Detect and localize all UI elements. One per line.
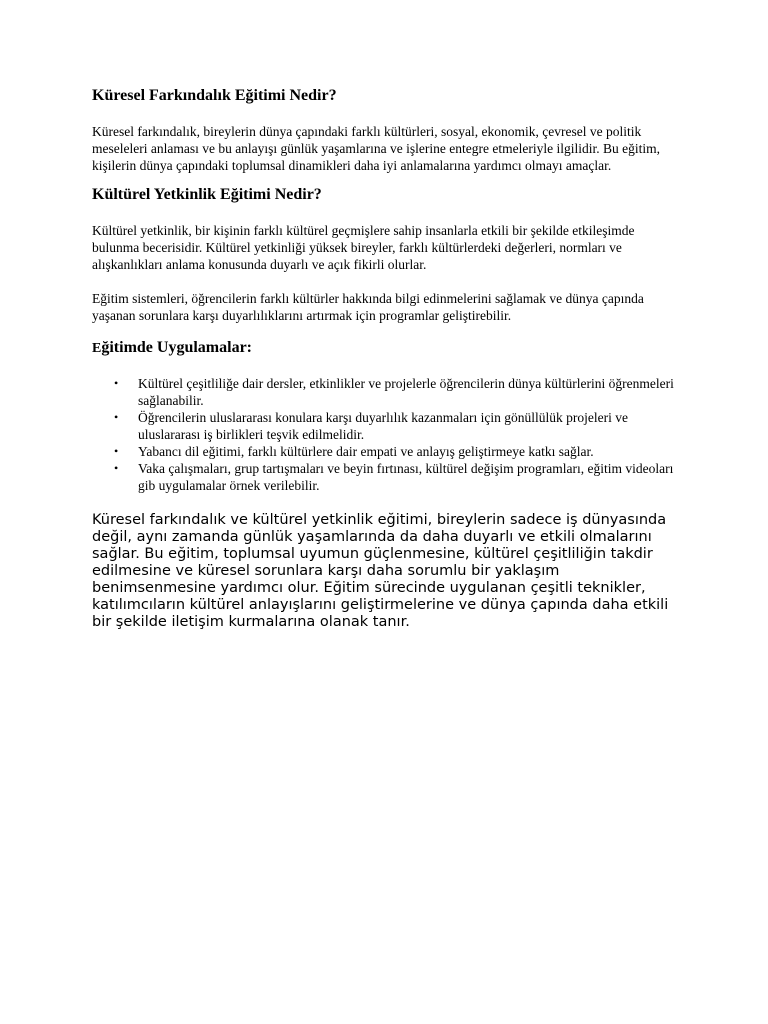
heading-rest: ğitimde Uygulamalar: [101, 339, 252, 356]
list-item-text: Vaka çalışmaları, grup tartışmaları ve beyin fırtınası, kültürel değişim programları, eğitim videoları gib uygulamalar örnek verilebilir. [138, 461, 674, 493]
bullet-icon: • [114, 461, 119, 475]
section-heading-applications [92, 338, 682, 359]
list-item [114, 375, 682, 409]
bullet-icon: • [114, 410, 119, 424]
applications-list [114, 375, 682, 494]
paragraph-cultural-competence: Kültürel yetkinlik, bir kişinin farklı kültürel geçmişlere sahip insanlarla etkili bir şekilde etkileşimde bulunma becerisidir. Kültürel yetkinliği yüksek bireyler, farklı kültürlerdeki değerleri, normları ve alışkanlıkları anlama konusunda duyarlı ve açık fikirli olurlar. [92, 223, 635, 272]
list-item-text: Öğrencilerin uluslararası konulara karşı duyarlılık kazanmaları için gönüllülük projeleri ve uluslararası iş birlikleri teşvik edilmelidir. [138, 410, 628, 442]
paragraph-global-awareness: Küresel farkındalık, bireylerin dünya çapındaki farklı kültürleri, sosyal, ekonomik, çevresel ve politik meseleleri anlaması ve bu anlayışı günlük yaşamlarına ve işlerine entegre etmeleriyle ilgilidir. Bu eğitim, kişilerin dünya çapındaki toplumsal dinamikleri daha iyi anlamalarına yardımcı olmayı amaçlar. [92, 124, 660, 173]
heading-initial-letter: E [92, 341, 102, 356]
list-item [114, 443, 682, 460]
paragraph-education-systems: Eğitim sistemleri, öğrencilerin farklı kültürler hakkında bilgi edinmelerini sağlamak ve dünya çapında yaşanan sorunlara karşı duyarlılıklarını artırmak için programlar geliştirebilir. [92, 291, 644, 323]
closing-paragraph: Küresel farkındalık ve kültürel yetkinlik eğitimi, bireylerin sadece iş dünyasında değil, aynı zamanda günlük yaşamlarında da daha duyarlı ve etkili olmalarını sağlar. Bu eğitim, toplumsal uyumun güçlenmesine, kültürel çeşitliliğin takdir edilmesine ve küresel sorunlara karşı daha sorumlu bir yaklaşım benimsenmesine yardımcı olur. Eğitim sürecinde uygulanan çeşitli teknikler, katılımcıların kültürel anlayışlarını geliştirmelerine ve dünya çapında daha etkili bir şekilde iletişim kurmalarına olanak tanır. [92, 512, 669, 630]
list-item-text: Kültürel çeşitliliğe dair dersler, etkinlikler ve projelerle öğrencilerin dünya kültürlerini öğrenmeleri sağlanabilir. [138, 376, 674, 408]
bullet-icon: • [114, 444, 119, 458]
list-item [114, 409, 682, 443]
list-item [114, 460, 682, 494]
document-body [92, 86, 682, 631]
section-heading-global-awareness: Küresel Farkındalık Eğitimi Nedir? [92, 87, 337, 104]
section-heading-cultural-competence: Kültürel Yetkinlik Eğitimi Nedir? [92, 186, 322, 203]
list-item-text: Yabancı dil eğitimi, farklı kültürlere dair empati ve anlayış geliştirmeye katkı sağlar. [138, 444, 594, 459]
bullet-icon: • [114, 376, 119, 390]
